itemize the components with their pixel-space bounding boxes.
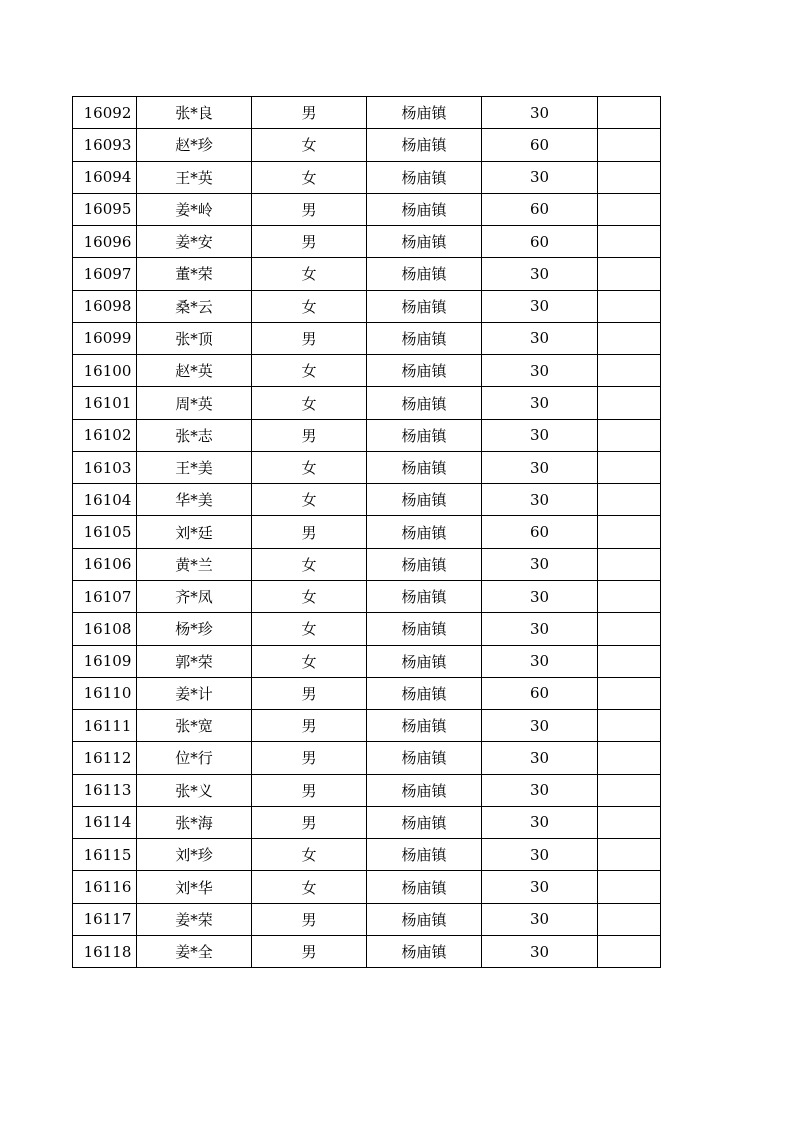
note-cell (598, 742, 661, 774)
name-cell: 张*海 (137, 806, 252, 838)
amount-cell: 30 (482, 548, 598, 580)
amount-cell: 30 (482, 613, 598, 645)
note-cell (598, 516, 661, 548)
amount-cell: 30 (482, 839, 598, 871)
name-cell: 张*顶 (137, 322, 252, 354)
note-cell (598, 871, 661, 903)
amount-cell: 30 (482, 419, 598, 451)
gender-cell: 男 (252, 806, 367, 838)
name-cell: 齐*凤 (137, 580, 252, 612)
town-cell: 杨庙镇 (367, 710, 482, 742)
table-row (73, 322, 661, 354)
row-id-cell: 16094 (73, 161, 137, 193)
table-row (73, 710, 661, 742)
town-cell: 杨庙镇 (367, 903, 482, 935)
note-cell (598, 484, 661, 516)
gender-cell: 女 (252, 258, 367, 290)
amount-cell: 30 (482, 645, 598, 677)
town-cell: 杨庙镇 (367, 935, 482, 967)
table-row (73, 387, 661, 419)
row-id-cell: 16112 (73, 742, 137, 774)
note-cell (598, 290, 661, 322)
amount-cell: 60 (482, 677, 598, 709)
table-row (73, 806, 661, 838)
name-cell: 杨*珍 (137, 613, 252, 645)
table-row (73, 548, 661, 580)
note-cell (598, 580, 661, 612)
town-cell: 杨庙镇 (367, 613, 482, 645)
note-cell (598, 193, 661, 225)
town-cell: 杨庙镇 (367, 258, 482, 290)
note-cell (598, 613, 661, 645)
table-row (73, 97, 661, 129)
row-id-cell: 16095 (73, 193, 137, 225)
amount-cell: 30 (482, 387, 598, 419)
row-id-cell: 16116 (73, 871, 137, 903)
gender-cell: 男 (252, 193, 367, 225)
gender-cell: 男 (252, 903, 367, 935)
note-cell (598, 226, 661, 258)
table-row (73, 516, 661, 548)
amount-cell: 60 (482, 129, 598, 161)
gender-cell: 女 (252, 645, 367, 677)
town-cell: 杨庙镇 (367, 774, 482, 806)
gender-cell: 男 (252, 710, 367, 742)
amount-cell: 30 (482, 935, 598, 967)
amount-cell: 60 (482, 193, 598, 225)
note-cell (598, 161, 661, 193)
row-id-cell: 16115 (73, 839, 137, 871)
name-cell: 张*义 (137, 774, 252, 806)
gender-cell: 女 (252, 355, 367, 387)
table-row (73, 774, 661, 806)
gender-cell: 女 (252, 548, 367, 580)
table-row (73, 935, 661, 967)
amount-cell: 30 (482, 322, 598, 354)
town-cell: 杨庙镇 (367, 742, 482, 774)
amount-cell: 60 (482, 226, 598, 258)
gender-cell: 男 (252, 677, 367, 709)
note-cell (598, 419, 661, 451)
row-id-cell: 16108 (73, 613, 137, 645)
note-cell (598, 355, 661, 387)
name-cell: 姜*安 (137, 226, 252, 258)
row-id-cell: 16099 (73, 322, 137, 354)
row-id-cell: 16118 (73, 935, 137, 967)
town-cell: 杨庙镇 (367, 193, 482, 225)
gender-cell: 女 (252, 613, 367, 645)
note-cell (598, 710, 661, 742)
amount-cell: 30 (482, 903, 598, 935)
town-cell: 杨庙镇 (367, 806, 482, 838)
table-row (73, 871, 661, 903)
name-cell: 刘*廷 (137, 516, 252, 548)
town-cell: 杨庙镇 (367, 129, 482, 161)
name-cell: 张*志 (137, 419, 252, 451)
row-id-cell: 16106 (73, 548, 137, 580)
town-cell: 杨庙镇 (367, 516, 482, 548)
row-id-cell: 16100 (73, 355, 137, 387)
amount-cell: 30 (482, 710, 598, 742)
table-row (73, 451, 661, 483)
note-cell (598, 935, 661, 967)
gender-cell: 女 (252, 129, 367, 161)
gender-cell: 女 (252, 161, 367, 193)
gender-cell: 男 (252, 97, 367, 129)
table-row (73, 613, 661, 645)
table-row (73, 258, 661, 290)
name-cell: 桑*云 (137, 290, 252, 322)
town-cell: 杨庙镇 (367, 226, 482, 258)
name-cell: 姜*岭 (137, 193, 252, 225)
town-cell: 杨庙镇 (367, 548, 482, 580)
amount-cell: 30 (482, 290, 598, 322)
gender-cell: 女 (252, 387, 367, 419)
gender-cell: 男 (252, 774, 367, 806)
row-id-cell: 16102 (73, 419, 137, 451)
table-row (73, 580, 661, 612)
gender-cell: 女 (252, 580, 367, 612)
gender-cell: 女 (252, 484, 367, 516)
row-id-cell: 16113 (73, 774, 137, 806)
name-cell: 刘*华 (137, 871, 252, 903)
note-cell (598, 839, 661, 871)
row-id-cell: 16109 (73, 645, 137, 677)
note-cell (598, 322, 661, 354)
amount-cell: 30 (482, 806, 598, 838)
row-id-cell: 16104 (73, 484, 137, 516)
table-row (73, 226, 661, 258)
row-id-cell: 16101 (73, 387, 137, 419)
name-cell: 姜*计 (137, 677, 252, 709)
note-cell (598, 451, 661, 483)
name-cell: 姜*荣 (137, 903, 252, 935)
table-row (73, 129, 661, 161)
town-cell: 杨庙镇 (367, 451, 482, 483)
row-id-cell: 16114 (73, 806, 137, 838)
town-cell: 杨庙镇 (367, 97, 482, 129)
roster-body (73, 97, 661, 968)
gender-cell: 女 (252, 871, 367, 903)
name-cell: 张*良 (137, 97, 252, 129)
row-id-cell: 16107 (73, 580, 137, 612)
amount-cell: 30 (482, 742, 598, 774)
amount-cell: 30 (482, 355, 598, 387)
town-cell: 杨庙镇 (367, 484, 482, 516)
gender-cell: 女 (252, 451, 367, 483)
name-cell: 刘*珍 (137, 839, 252, 871)
row-id-cell: 16117 (73, 903, 137, 935)
amount-cell: 30 (482, 871, 598, 903)
note-cell (598, 677, 661, 709)
town-cell: 杨庙镇 (367, 387, 482, 419)
name-cell: 周*英 (137, 387, 252, 419)
row-id-cell: 16105 (73, 516, 137, 548)
amount-cell: 30 (482, 161, 598, 193)
roster-table (72, 96, 661, 968)
name-cell: 赵*英 (137, 355, 252, 387)
name-cell: 华*美 (137, 484, 252, 516)
name-cell: 张*宽 (137, 710, 252, 742)
table-row (73, 290, 661, 322)
name-cell: 董*荣 (137, 258, 252, 290)
amount-cell: 30 (482, 580, 598, 612)
table-row (73, 419, 661, 451)
note-cell (598, 774, 661, 806)
note-cell (598, 258, 661, 290)
table-row (73, 193, 661, 225)
town-cell: 杨庙镇 (367, 355, 482, 387)
town-cell: 杨庙镇 (367, 322, 482, 354)
name-cell: 位*行 (137, 742, 252, 774)
amount-cell: 30 (482, 97, 598, 129)
amount-cell: 30 (482, 774, 598, 806)
gender-cell: 男 (252, 322, 367, 354)
town-cell: 杨庙镇 (367, 161, 482, 193)
gender-cell: 男 (252, 742, 367, 774)
note-cell (598, 806, 661, 838)
row-id-cell: 16110 (73, 677, 137, 709)
table-row (73, 484, 661, 516)
town-cell: 杨庙镇 (367, 839, 482, 871)
amount-cell: 60 (482, 516, 598, 548)
gender-cell: 男 (252, 935, 367, 967)
town-cell: 杨庙镇 (367, 580, 482, 612)
town-cell: 杨庙镇 (367, 645, 482, 677)
table-row (73, 355, 661, 387)
note-cell (598, 387, 661, 419)
town-cell: 杨庙镇 (367, 419, 482, 451)
note-cell (598, 903, 661, 935)
amount-cell: 30 (482, 484, 598, 516)
gender-cell: 男 (252, 516, 367, 548)
gender-cell: 女 (252, 290, 367, 322)
town-cell: 杨庙镇 (367, 290, 482, 322)
name-cell: 黄*兰 (137, 548, 252, 580)
note-cell (598, 129, 661, 161)
table-row (73, 645, 661, 677)
row-id-cell: 16093 (73, 129, 137, 161)
note-cell (598, 645, 661, 677)
gender-cell: 女 (252, 839, 367, 871)
table-row (73, 161, 661, 193)
amount-cell: 30 (482, 258, 598, 290)
note-cell (598, 97, 661, 129)
row-id-cell: 16092 (73, 97, 137, 129)
table-row (73, 742, 661, 774)
name-cell: 郭*荣 (137, 645, 252, 677)
town-cell: 杨庙镇 (367, 871, 482, 903)
table-row (73, 839, 661, 871)
gender-cell: 男 (252, 226, 367, 258)
town-cell: 杨庙镇 (367, 677, 482, 709)
note-cell (598, 548, 661, 580)
amount-cell: 30 (482, 451, 598, 483)
row-id-cell: 16096 (73, 226, 137, 258)
gender-cell: 男 (252, 419, 367, 451)
row-id-cell: 16098 (73, 290, 137, 322)
name-cell: 赵*珍 (137, 129, 252, 161)
name-cell: 王*英 (137, 161, 252, 193)
row-id-cell: 16111 (73, 710, 137, 742)
row-id-cell: 16103 (73, 451, 137, 483)
name-cell: 姜*全 (137, 935, 252, 967)
table-row (73, 903, 661, 935)
name-cell: 王*美 (137, 451, 252, 483)
row-id-cell: 16097 (73, 258, 137, 290)
table-row (73, 677, 661, 709)
